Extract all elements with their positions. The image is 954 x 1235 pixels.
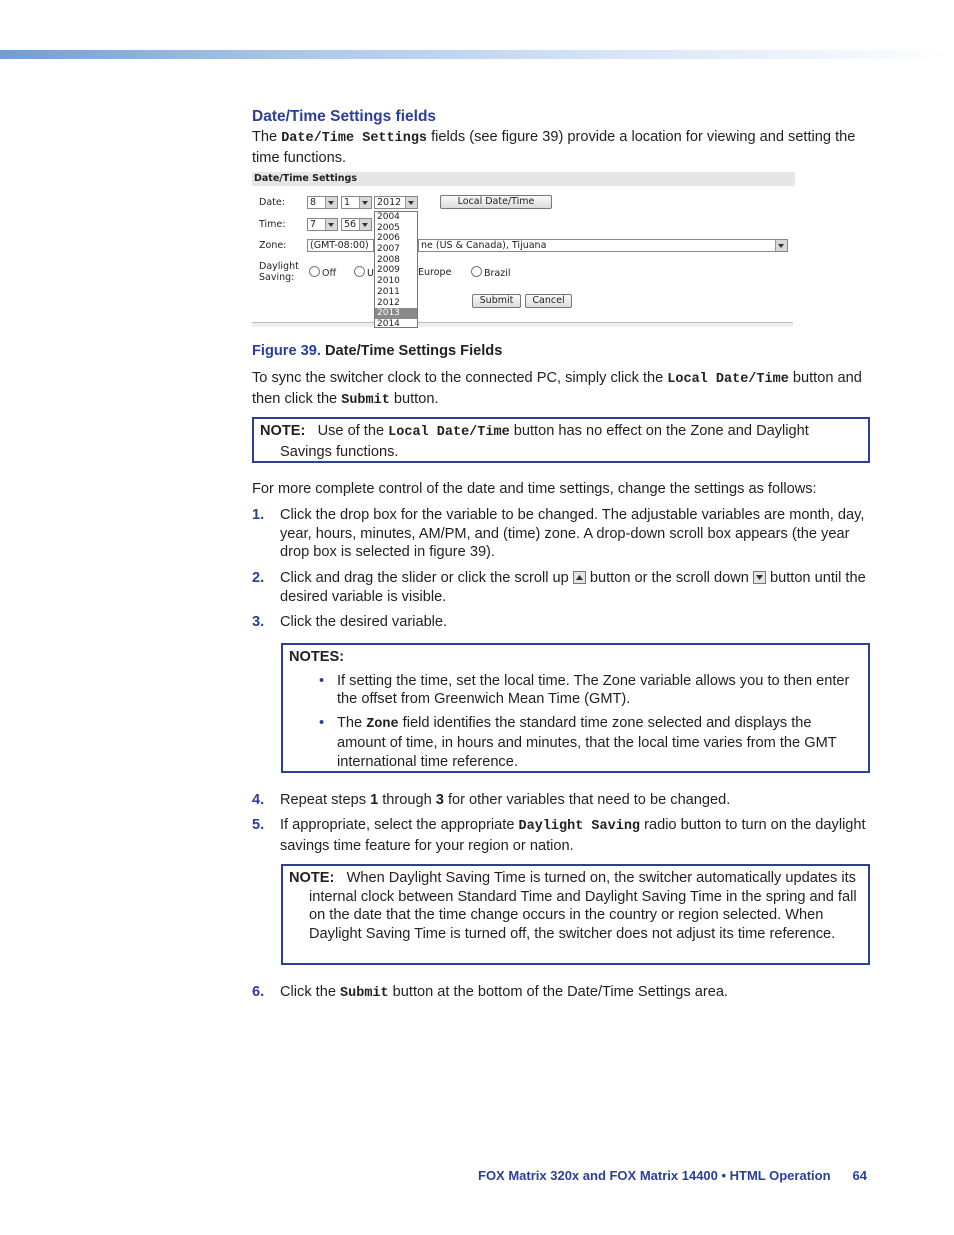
note-label: NOTE: [260, 423, 306, 439]
step-4: 4. Repeat steps 1 through 3 for other variables that need to be changed. [252, 792, 731, 808]
radio-us[interactable]: U [354, 266, 374, 279]
step-1: 1. Click the drop box for the variable to be changed. The adjustable variables are month, day, year, hours, minutes, AM/PM, and (time) zone. A drop-down scroll box appears (the year drop box is selected in figure 39). [252, 507, 865, 560]
year-option[interactable]: 2008 [377, 254, 400, 265]
notes-label: NOTES: [289, 649, 345, 665]
year-option-selected[interactable]: 2013 [375, 308, 417, 319]
hour-select[interactable]: 7 [307, 218, 338, 231]
radio-icon [309, 266, 320, 277]
zone-select-left[interactable]: (GMT-08:00) [307, 239, 374, 252]
more-control-paragraph: For more complete control of the date and time settings, change the settings as follows: [252, 481, 817, 497]
radio-off[interactable]: Off [309, 266, 336, 279]
zone-label: Zone: [259, 240, 287, 251]
figure-number: Figure 39. [252, 343, 321, 359]
radio-icon [471, 266, 482, 277]
code-submit: Submit [341, 392, 390, 408]
code-submit: Submit [340, 986, 389, 1001]
radio-brazil[interactable]: Brazil [471, 266, 511, 279]
code-local-date-time: Local Date/Time [388, 425, 510, 440]
code-zone: Zone [366, 716, 399, 732]
year-select[interactable]: 2012 [374, 196, 418, 209]
radio-europe-label: Europe [418, 267, 452, 278]
screenshot-bottom-rule [252, 322, 793, 327]
step-2: 2. Click and drag the slider or click the scroll up button or the scroll down button until the desired variable is visible. [252, 570, 866, 605]
bullet-icon: • [319, 714, 325, 731]
step-number: 1. [252, 507, 265, 523]
step-number: 4. [252, 792, 265, 808]
daylight-label-1: Daylight [259, 261, 299, 272]
year-option[interactable]: 2007 [377, 244, 400, 255]
step-number: 6. [252, 984, 265, 1000]
zone-select[interactable]: ne (US & Canada), Tijuana [418, 239, 788, 252]
chevron-down-icon [359, 219, 371, 230]
bullet-icon: • [319, 672, 325, 689]
scroll-down-icon [753, 571, 766, 584]
year-dropdown-list[interactable] [374, 211, 418, 328]
header-gradient-bar [0, 50, 954, 59]
code-local-date-time: Local Date/Time [667, 372, 789, 387]
chevron-down-icon [775, 240, 787, 251]
notes-box [281, 643, 870, 773]
time-label: Time: [259, 219, 286, 230]
date-time-settings-screenshot [252, 172, 793, 328]
page-footer [478, 1167, 867, 1186]
step-number: 3. [252, 614, 265, 630]
year-option[interactable]: 2011 [377, 286, 400, 297]
step-6: 6. Click the Submit button at the bottom of the Date/Time Settings area. [252, 984, 728, 1001]
year-option[interactable]: 2004 [377, 212, 400, 222]
code-date-time-settings: Date/Time Settings [281, 131, 428, 146]
year-option[interactable]: 2009 [377, 265, 400, 276]
step-5: 5. If appropriate, select the appropriate Daylight Saving radio button to turn on the daylight savings time feature for your region or nation. [252, 817, 866, 854]
step-number: 2. [252, 570, 265, 586]
screenshot-header: Date/Time Settings [252, 172, 795, 186]
note-label: NOTE: [289, 870, 335, 886]
page-number: 64 [852, 1168, 867, 1183]
chevron-down-icon [359, 197, 371, 208]
daylight-label-2: Saving: [259, 272, 295, 283]
chevron-down-icon [325, 197, 337, 208]
sync-paragraph: To sync the switcher clock to the connected PC, simply click the Local Date/Time button and then click the Submit button. [252, 370, 862, 408]
intro-paragraph: The Date/Time Settings fields (see figure 39) provide a location for viewing and setting the time functions. [252, 129, 856, 166]
step-3: 3. Click the desired variable. [252, 614, 448, 630]
minute-select[interactable]: 56 [341, 218, 372, 231]
scroll-up-icon [573, 571, 586, 584]
day-select[interactable]: 1 [341, 196, 372, 209]
code-daylight-saving: Daylight Saving [518, 819, 641, 834]
submit-button[interactable]: Submit [472, 294, 521, 308]
note-box-1: NOTE: Use of the Local Date/Time button has no effect on the Zone and Daylight Savings functions. [252, 417, 870, 463]
section-title: Date/Time Settings fields [252, 108, 437, 125]
year-option[interactable]: 2010 [377, 276, 400, 287]
year-option[interactable]: 2005 [377, 222, 400, 233]
figure-caption: Figure 39. Date/Time Settings Fields [252, 343, 503, 359]
local-date-time-button[interactable]: Local Date/Time [440, 195, 552, 209]
year-option[interactable]: 2014 [377, 318, 400, 329]
step-number: 5. [252, 817, 265, 833]
notes-bullet-1: • If setting the time, set the local time. The Zone variable allows you to then enter the offset from Greenwich Mean Time (GMT). [319, 672, 850, 707]
chevron-down-icon [325, 219, 337, 230]
footer-title: FOX Matrix 320x and FOX Matrix 14400 • HTML Operation [478, 1168, 831, 1183]
date-label: Date: [259, 197, 285, 208]
radio-icon [354, 266, 365, 277]
notes-bullet-2: • The Zone field identifies the standard time zone selected and displays the amount of time, in hours and minutes, that the local time varies from the GMT international time reference. [319, 714, 837, 770]
month-select[interactable]: 8 [307, 196, 338, 209]
chevron-down-icon [405, 197, 417, 208]
cancel-button[interactable]: Cancel [525, 294, 572, 308]
note-box-2: NOTE: When Daylight Saving Time is turned on, the switcher automatically updates its internal clock between Standard Time and Daylight Saving Time in the spring and fall on the date that the time change occurs in the country or region selected. When Daylight Saving Time is turned off, the switcher does not adjust its time reference. [281, 864, 870, 965]
year-option[interactable]: 2012 [377, 297, 400, 308]
year-option[interactable]: 2006 [377, 233, 400, 244]
